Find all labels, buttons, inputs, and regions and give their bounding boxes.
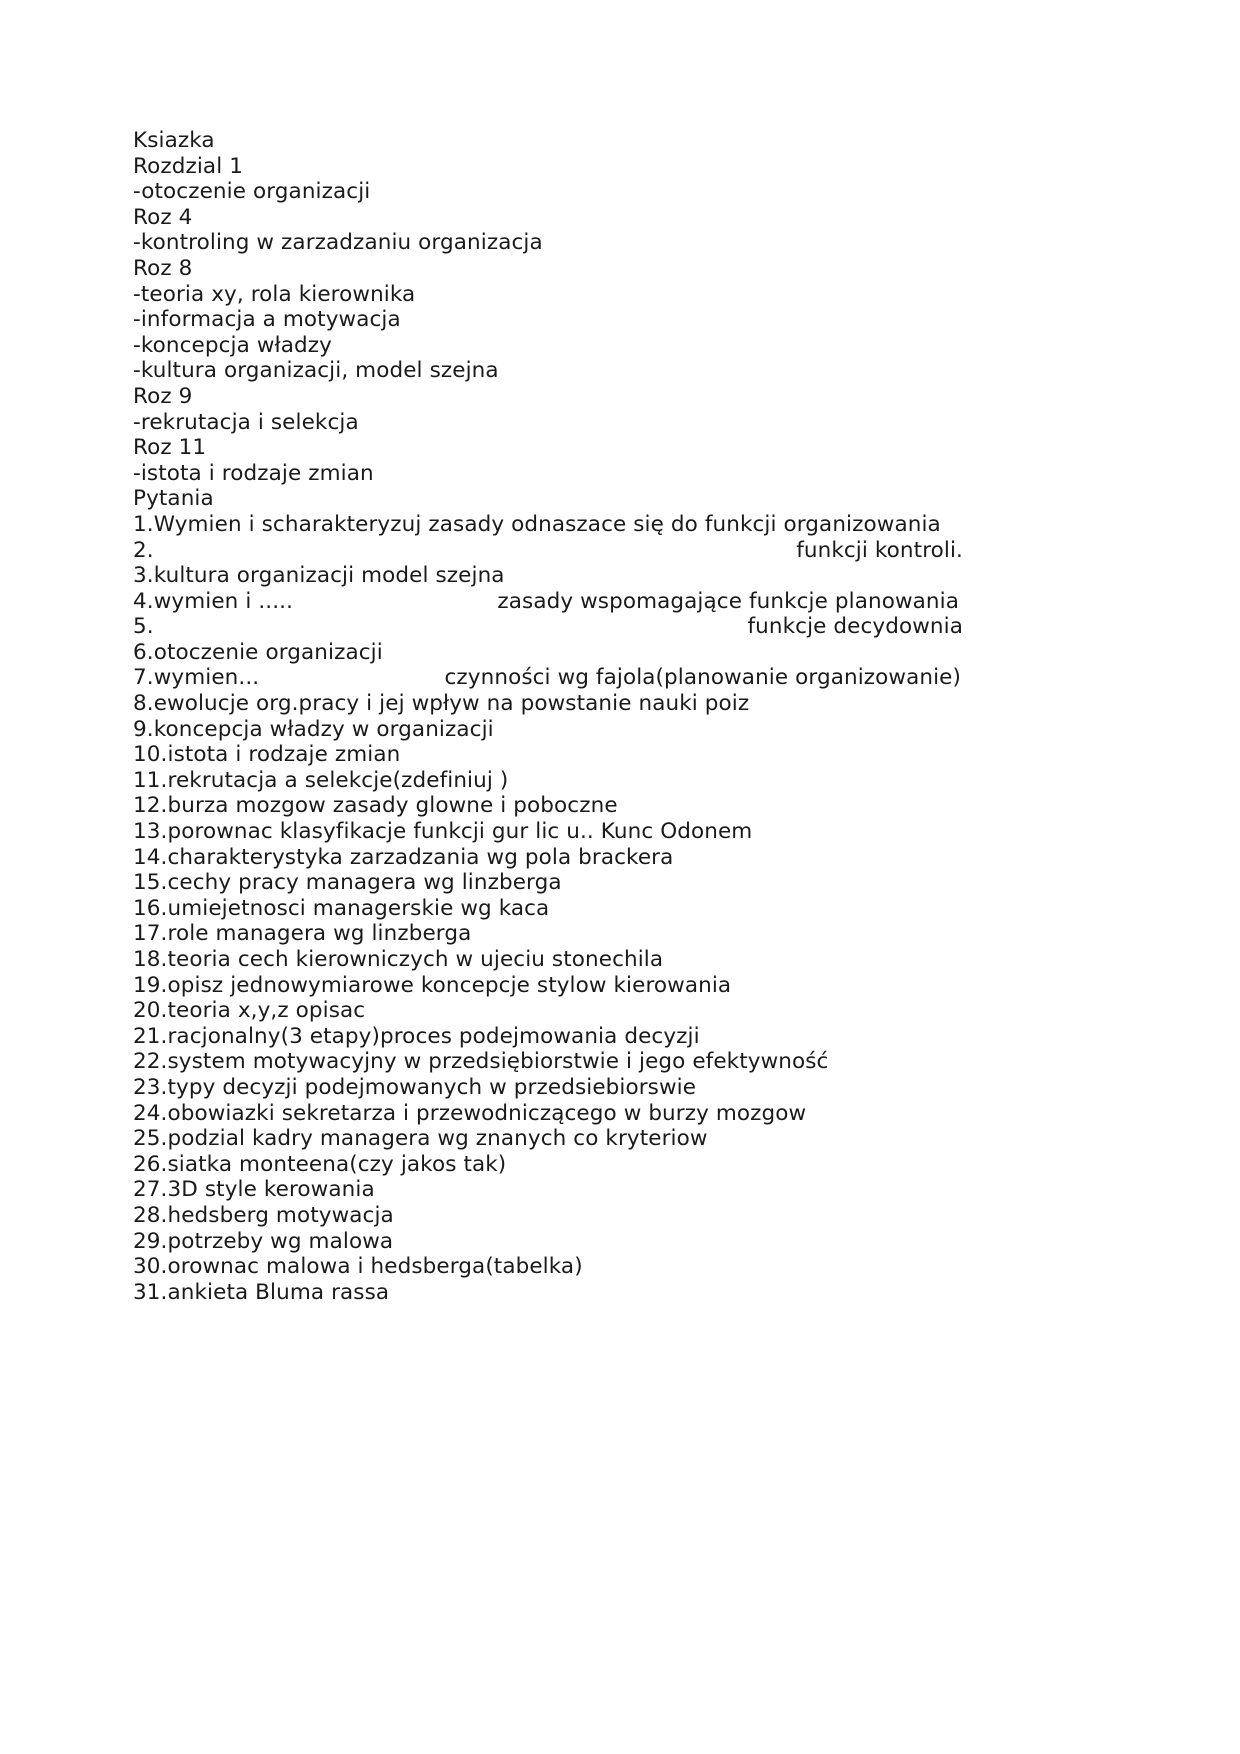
question-item: 11.rekrutacja a selekcje(zdefiniuj ): [133, 767, 509, 793]
outline-line: -rekrutacja i selekcja: [133, 409, 359, 435]
outline-line: Roz 4: [133, 204, 193, 230]
question-item: 23.typy decyzji podejmowanych w przedsiebiorswie: [133, 1074, 697, 1100]
question-item: 13.porownac klasyfikacje funkcji gur lic u.. Kunc Odonem: [133, 819, 753, 845]
outline-line: Roz 9: [133, 383, 193, 409]
question-tail: zasady wspomagające funkcje planowania: [497, 588, 959, 614]
question-tail: funkcje decydownia: [747, 614, 963, 640]
question-number: 7.wymien...: [133, 665, 260, 691]
question-item: 12.burza mozgow zasady glowne i poboczne: [133, 793, 618, 819]
question-item: [133, 589, 959, 615]
outline-line: -informacja a motywacja: [133, 307, 401, 333]
questions-list: [133, 512, 1073, 1305]
question-gap: [293, 589, 497, 615]
question-item: 14.charakterystyka zarzadzania wg pola brackera: [133, 844, 674, 870]
question-item: 28.hedsberg motywacja: [133, 1202, 394, 1228]
question-item: 10.istota i rodzaje zmian: [133, 742, 401, 768]
question-gap: [154, 614, 748, 640]
outline-section: [133, 154, 1073, 487]
outline-line: Rozdzial 1: [133, 153, 243, 179]
question-item: 18.teoria cech kierowniczych w ujeciu stonechila: [133, 947, 664, 972]
outline-line: -koncepcja władzy: [133, 332, 332, 358]
document-text-body: [133, 128, 1073, 1305]
outline-line: Roz 11: [133, 435, 207, 461]
question-item: [133, 665, 961, 691]
question-tail: czynności wg fajola(planowanie organizowanie): [444, 665, 961, 691]
question-item: 17.role managera wg linzberga: [133, 921, 472, 947]
question-gap: [154, 538, 797, 564]
question-gap: [259, 665, 444, 691]
question-number: 2.: [133, 537, 154, 563]
question-item: 21.racjonalny(3 etapy)proces podejmowania decyzji: [133, 1023, 700, 1049]
question-item: 24.obowiazki sekretarza i przewodniczącego w burzy mozgow: [133, 1100, 807, 1126]
question-item: 6.otoczenie organizacji: [133, 639, 383, 665]
question-item: [133, 614, 963, 640]
question-item: 25.podzial kadry managera wg znanych co kryteriow: [133, 1126, 708, 1152]
question-item: 30.orownac malowa i hedsberga(tabelka): [133, 1254, 583, 1280]
question-item: 27.3D style kerowania: [133, 1177, 375, 1203]
question-number: 5.: [133, 614, 154, 640]
questions-heading: Pytania: [133, 486, 214, 512]
question-item: 26.siatka monteena(czy jakos tak): [133, 1151, 507, 1177]
question-item: 31.ankieta Bluma rassa: [133, 1279, 390, 1305]
question-item: 19.opisz jednowymiarowe koncepcje stylow kierowania: [133, 972, 732, 998]
outline-line: Roz 8: [133, 255, 193, 281]
question-tail: funkcji kontroli.: [796, 537, 963, 563]
question-item: 22.system motywacyjny w przedsiębiorstwie i jego efektywność: [133, 1049, 829, 1075]
question-item: 3.kultura organizacji model szejna: [133, 563, 505, 589]
question-item: 1.Wymien i scharakteryzuj zasady odnaszace się do funkcji organizowania: [133, 511, 941, 537]
question-item: 8.ewolucje org.pracy i jej wpływ na powstanie nauki poiz: [133, 691, 750, 717]
document-heading: Ksiazka: [133, 128, 215, 153]
outline-line: -otoczenie organizacji: [133, 179, 371, 205]
outline-line: -kultura organizacji, model szejna: [133, 358, 499, 384]
question-item: 16.umiejetnosci managerskie wg kaca: [133, 895, 550, 921]
question-item: 15.cechy pracy managera wg linzberga: [133, 870, 562, 896]
question-item: 9.koncepcja władzy w organizacji: [133, 716, 494, 742]
outline-line: -kontroling w zarzadzaniu organizacja: [133, 230, 543, 256]
question-item: 29.potrzeby wg malowa: [133, 1228, 394, 1254]
question-item: 20.teoria x,y,z opisac: [133, 998, 366, 1024]
question-number: 4.wymien i .....: [133, 588, 294, 614]
outline-line: -teoria xy, rola kierownika: [133, 281, 416, 307]
outline-line: -istota i rodzaje zmian: [133, 460, 374, 486]
question-item: [133, 538, 963, 564]
